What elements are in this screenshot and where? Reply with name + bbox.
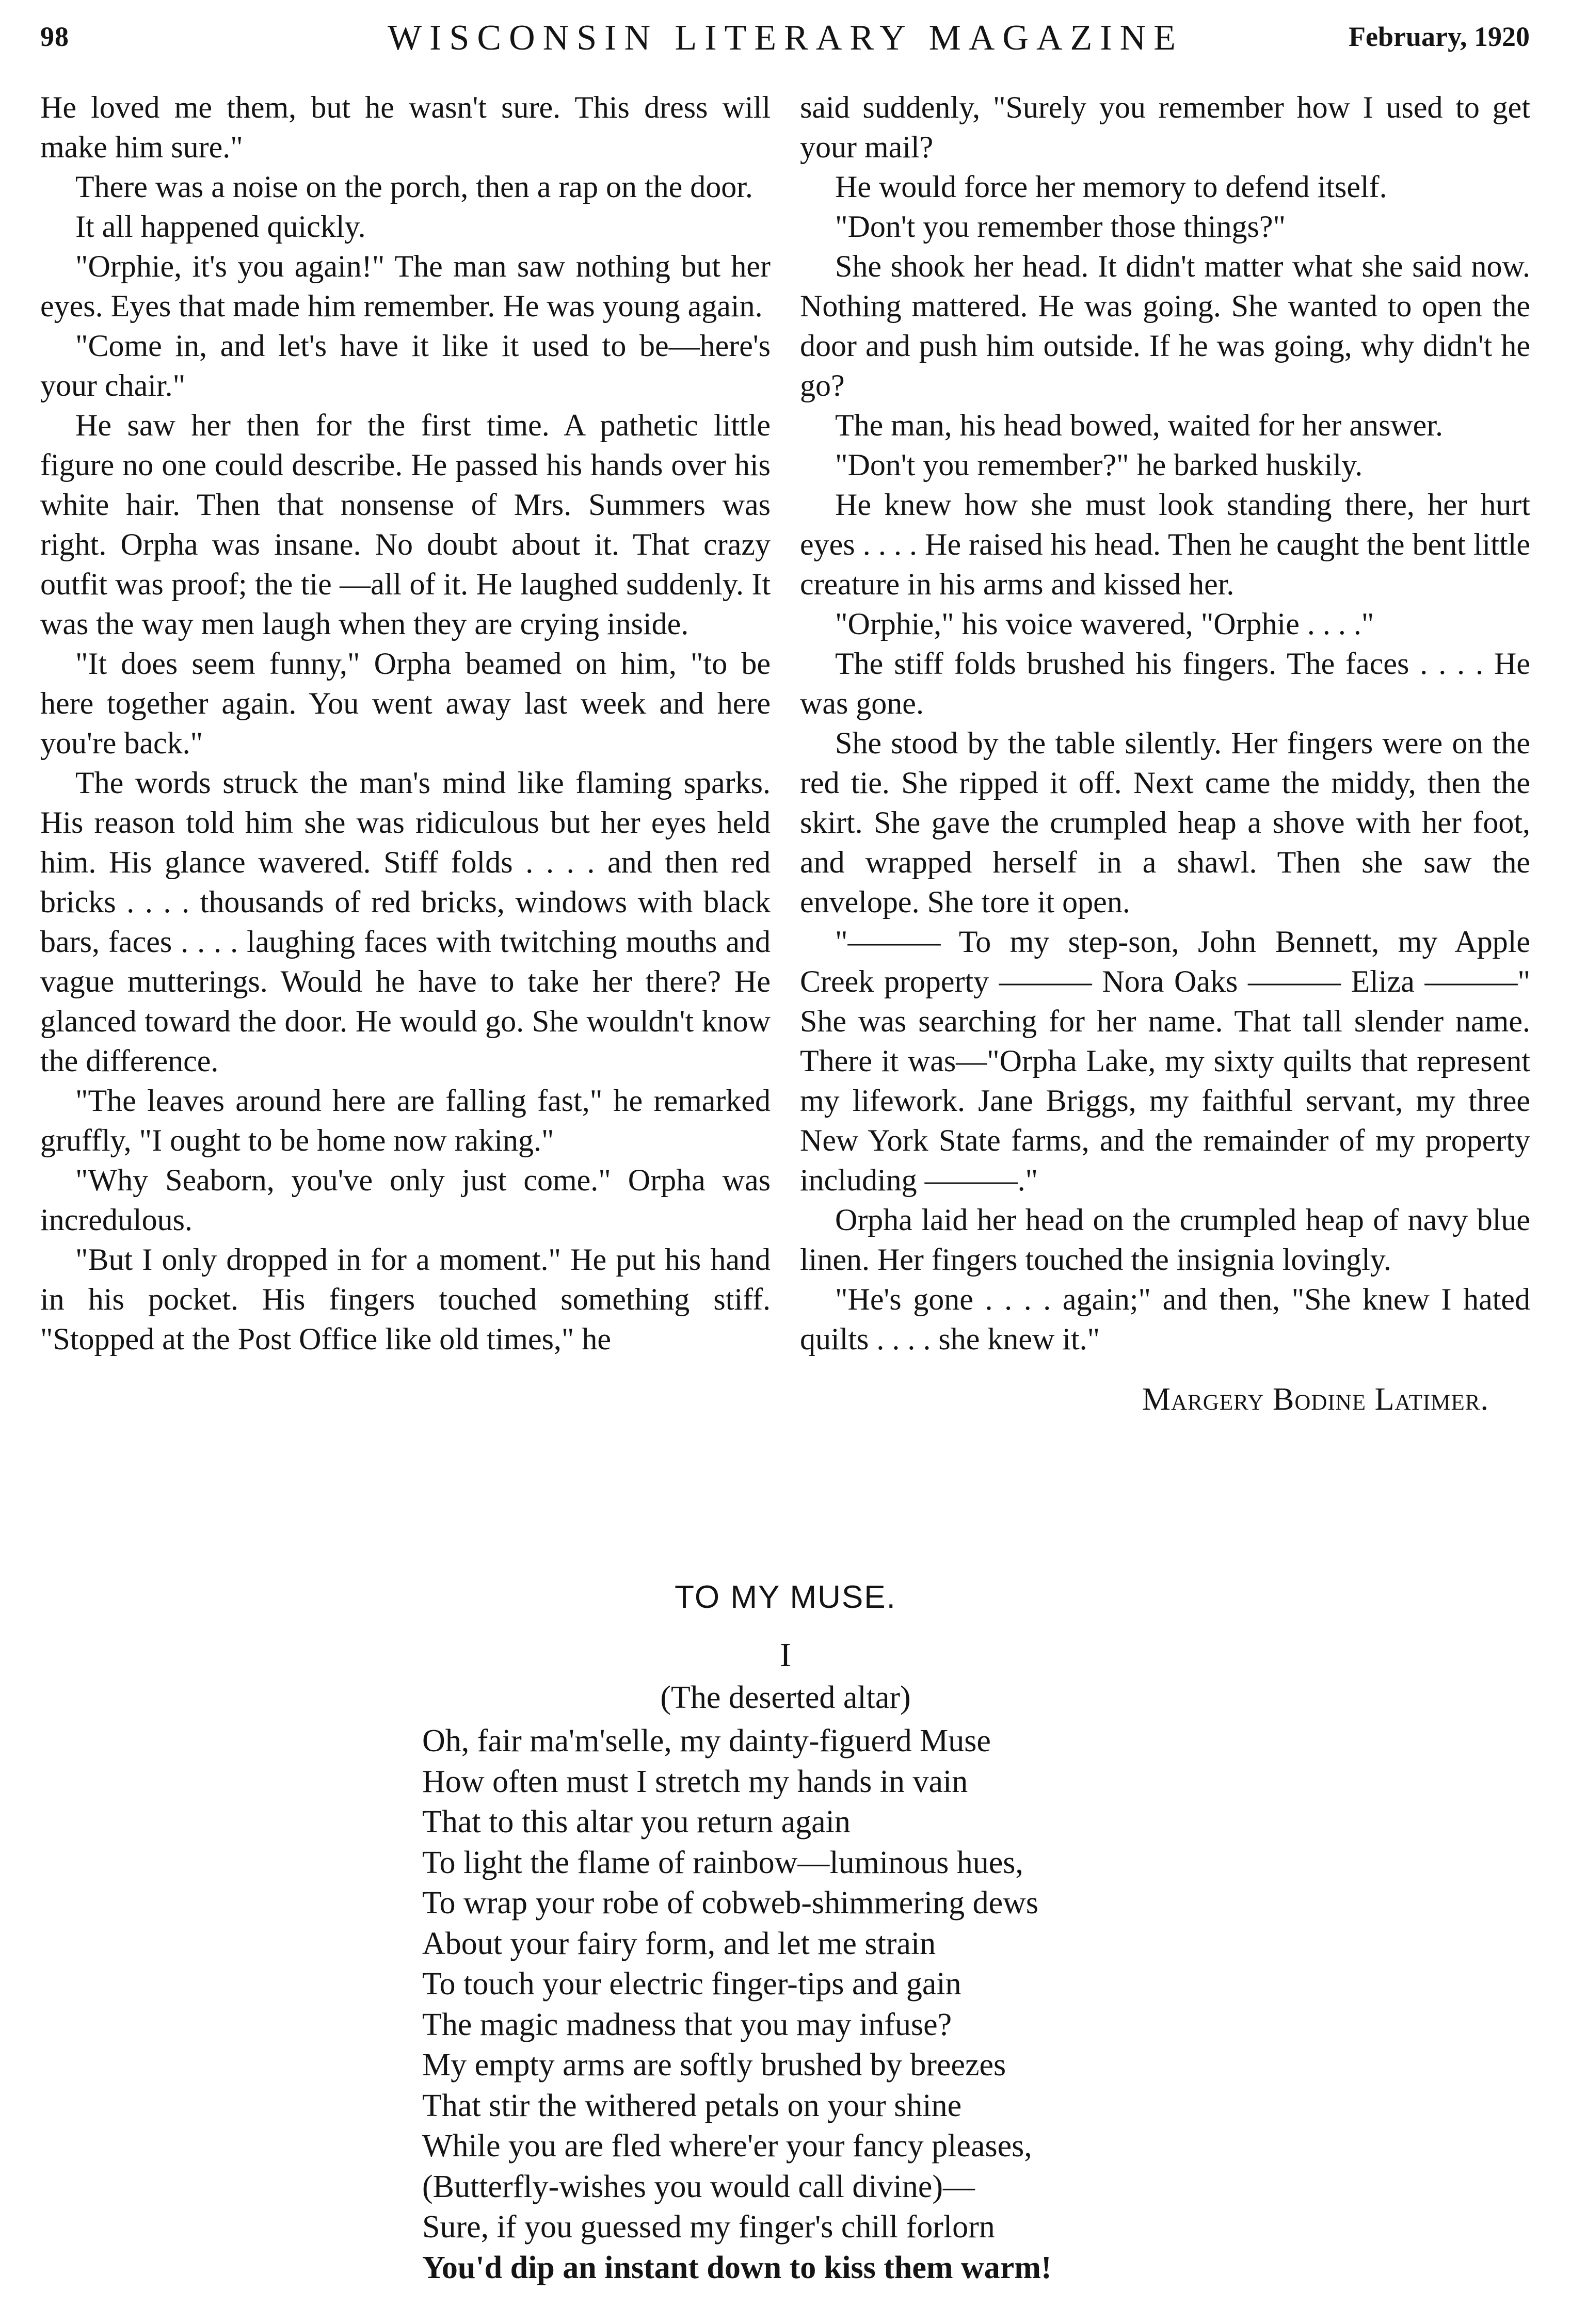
paragraph: He knew how she must look standing there, her hurt eyes . . . . He raised his head. Then he caught the bent little creature in his arms and kissed her. (800, 488, 1530, 601)
poem-line: About your fairy form, and let me strain (422, 1926, 936, 1961)
paragraph: She shook her head. It didn't matter what she said now. Nothing mattered. He was going. She wanted to open the door and push him outside. If he was going, why didn't he go? (800, 249, 1530, 402)
poem-line: You'd dip an instant down to kiss them warm! (422, 2250, 1052, 2285)
paragraph: "Don't you remember?" he barked huskily. (835, 448, 1363, 482)
paragraph: said suddenly, "Surely you remember how I used to get your mail? (800, 90, 1530, 164)
paragraph: "It does seem funny," Orpha beamed on him, "to be here together again. You went away last week and here you're back." (40, 647, 771, 760)
paragraph: "He's gone . . . . again;" and then, "She knew I hated quilts . . . . she knew it." (800, 1282, 1530, 1356)
poem-line: To wrap your robe of cobweb-shimmering dews (422, 1885, 1039, 1920)
author-signature: Margery Bodine Latimer. (1142, 1382, 1489, 1417)
paragraph: The words struck the man's mind like flaming sparks. His reason told him she was ridiculous but her eyes held him. His glance wavered. Stiff folds . . . . and then red bricks . . . . thousands of red bricks, windows with black bars, faces . . . . laughing faces with twitching mouths and vague mutterings. Would he have to take her there? He glanced toward the door. He would go. She wouldn't know the difference. (40, 766, 771, 1078)
paragraph: "But I only dropped in for a moment." He put his hand in his pocket. His fingers touched something stiff. "Stopped at the Post Office like old times," he (40, 1242, 771, 1356)
poem-line: How often must I stretch my hands in vain (422, 1764, 968, 1799)
poem-line: Oh, fair ma'm'selle, my dainty-figuerd Muse (422, 1723, 991, 1758)
paragraph: There was a noise on the porch, then a rap on the door. (75, 170, 753, 204)
paragraph: "Come in, and let's have it like it used to be—here's your chair." (40, 329, 771, 402)
poem-line: The magic madness that you may infuse? (422, 2007, 952, 2042)
poem-part-number: I (780, 1636, 791, 1674)
paragraph: She stood by the table silently. Her fingers were on the red tie. She ripped it off. Next came the middy, then the skirt. She gave the crumpled heap a shove with her foot, and wrapped herself in a shawl. Then she saw the envelope. She tore it open. (800, 726, 1530, 919)
poem-line: Sure, if you guessed my finger's chill forlorn (422, 2209, 995, 2245)
paragraph: "Orphie," his voice wavered, "Orphie . . . ." (835, 607, 1374, 641)
poem-body (422, 1721, 1052, 2288)
paragraph: It all happened quickly. (75, 209, 366, 244)
page-header (0, 0, 1571, 67)
paragraph: The stiff folds brushed his fingers. The faces . . . . He was gone. (800, 647, 1530, 720)
paragraph: He would force her memory to defend itself. (835, 170, 1387, 204)
paragraph: "Don't you remember those things?" (835, 209, 1286, 244)
poem-line: That stir the withered petals on your shine (422, 2088, 962, 2123)
paragraph: "The leaves around here are falling fast," he remarked gruffly, "I ought to be home now raking." (40, 1084, 771, 1157)
poem-title: TO MY MUSE. (675, 1579, 896, 1615)
issue-date: February, 1920 (1349, 21, 1530, 52)
paragraph: He loved me them, but he wasn't sure. This dress will make him sure." (40, 90, 771, 164)
magazine-title: WISCONSIN LITERARY MAGAZINE (388, 18, 1183, 58)
right-column (800, 88, 1530, 1419)
poem-line: My empty arms are softly brushed by breezes (422, 2047, 1006, 2083)
poem-line: To light the flame of rainbow—luminous hues, (422, 1845, 1023, 1880)
poem-line: (Butterfly-wishes you would call divine)— (422, 2169, 975, 2204)
paragraph: "Orphie, it's you again!" The man saw nothing but her eyes. Eyes that made him remember. He was young again. (40, 249, 771, 323)
paragraph: "Why Seaborn, you've only just come." Orpha was incredulous. (40, 1163, 771, 1237)
left-column (40, 88, 771, 1359)
right-column-paragraphs (800, 88, 1530, 1359)
poem-line: While you are fled where'er your fancy pleases, (422, 2128, 1032, 2164)
poem-line: That to this altar you return again (422, 1804, 851, 1839)
paragraph: He saw her then for the first time. A pathetic little figure no one could describe. He passed his hands over his white hair. Then that nonsense of Mrs. Summers was right. Orpha was insane. No doubt about it. That crazy outfit was proof; the tie —all of it. He laughed suddenly. It was the way men laugh when they are crying inside. (40, 408, 771, 641)
paragraph: Orpha laid her head on the crumpled heap of navy blue linen. Her fingers touched the insignia lovingly. (800, 1203, 1530, 1277)
poem-line: To touch your electric finger-tips and gain (422, 1966, 961, 2002)
paragraph: The man, his head bowed, waited for her answer. (835, 408, 1443, 442)
paragraph: "——— To my step-son, John Bennett, my Apple Creek property ——— Nora Oaks ——— Eliza ———" She was searching for her name. That tall slender name. There it was—"Orpha Lake, my sixty quilts that represent my lifework. Jane Briggs, my faithful servant, my three New York State farms, and the remainder of my property including ———." (800, 925, 1530, 1197)
page-number: 98 (40, 21, 69, 52)
poem-subtitle: (The deserted altar) (660, 1680, 911, 1715)
